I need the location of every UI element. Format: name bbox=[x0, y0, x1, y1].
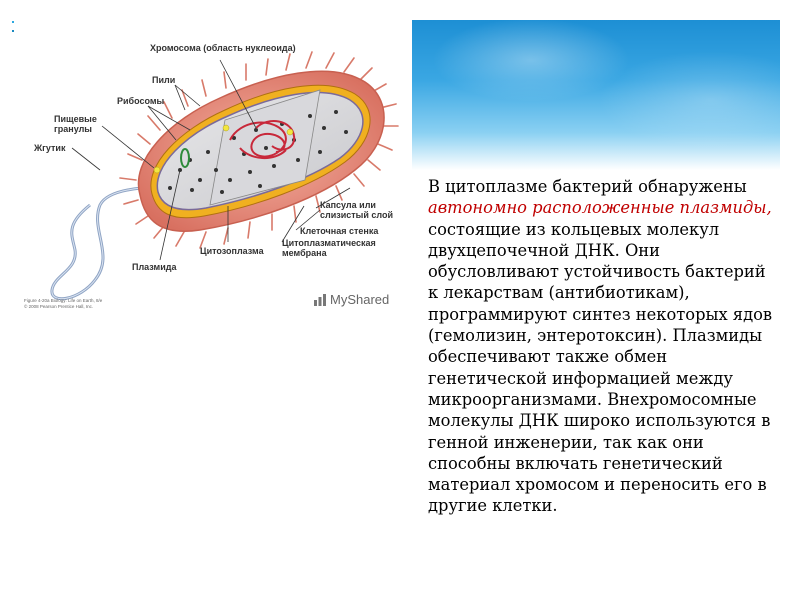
figure-credit bbox=[24, 298, 102, 310]
label-chromosome: Хромосома (область нуклеоида) bbox=[150, 43, 296, 53]
text-intro: В цитоплазме бактерий обнаружены bbox=[428, 177, 747, 196]
myshared-logo bbox=[313, 292, 389, 307]
sky-background bbox=[411, 20, 780, 170]
label-capsule: Капсула или слизистый слой bbox=[320, 200, 394, 220]
myshared-text: MyShared bbox=[330, 292, 390, 307]
label-membrane: Цитоплазматическая мембрана bbox=[282, 238, 376, 258]
accent-mark bbox=[12, 21, 14, 23]
bacterium-illustration bbox=[20, 20, 412, 320]
label-ribosomes: Рибосомы bbox=[117, 96, 165, 106]
description-text bbox=[428, 176, 778, 517]
label-cell-wall: Клеточная стенка bbox=[300, 226, 379, 236]
label-flagellum: Жгутик bbox=[34, 143, 66, 153]
text-highlight: автономно расположенные плазмиды, bbox=[428, 198, 772, 218]
accent-mark bbox=[12, 30, 14, 32]
myshared-icon bbox=[313, 293, 327, 307]
label-pili: Пили bbox=[152, 75, 176, 85]
label-cytoplasm: Цитозоплазма bbox=[200, 246, 264, 256]
label-plasmid: Плазмида bbox=[132, 262, 177, 272]
text-body: состоящие из кольцевых молекул двухцепочечной ДНК. Они обусловливают устойчивость бактерий к лекарствам (антибиотикам), программируют синтез некоторых ядов (гемолизин, энтеротоксин). Плазмиды обеспечивают также обмен генетической информацией между микроорганизмами. Внехромосомные молекулы ДНК широко используются в генной инженерии, так как они способны включать генетический материал хромосом и переносить его в другие клетки. bbox=[428, 219, 773, 516]
credit-line: Figure 4-20a Biology: Life on Earth, 8/e bbox=[24, 298, 103, 303]
credit-line: © 2008 Pearson Prentice Hall, Inc. bbox=[24, 304, 94, 309]
flagellum-shape bbox=[52, 188, 142, 299]
label-food-granules: Пищевые гранулы bbox=[54, 114, 97, 134]
bacterium-diagram bbox=[20, 20, 412, 320]
flagellum-highlight bbox=[52, 188, 142, 299]
